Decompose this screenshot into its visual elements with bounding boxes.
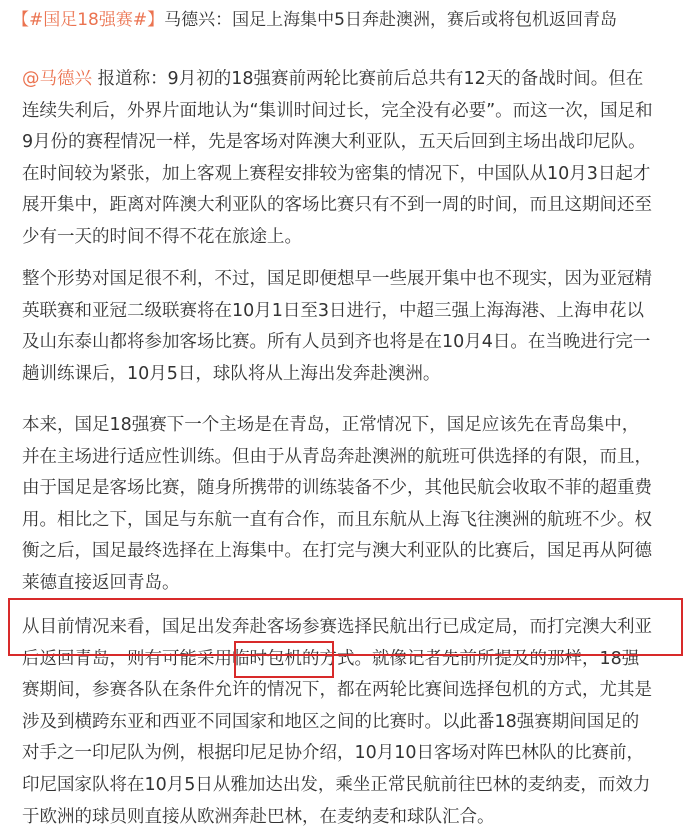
paragraph-line: 莱德直接返回青岛。 — [22, 572, 180, 593]
paragraph-line: 从目前情况来看，国足出发奔赴客场参赛选择民航出行已成定局，而打完澳大利亚 — [22, 617, 652, 637]
post-headline — [12, 8, 617, 32]
paragraph-line: 由于国足是客场比赛，随身所携带的训练装备不少，其他民航会收取不菲的超重费 — [22, 478, 652, 499]
post-title: 马德兴：国足上海集中5日奔赴澳洲，赛后或将包机返回青岛 — [164, 10, 617, 30]
paragraph-line — [22, 64, 682, 96]
paragraph-line: 衡之后，国足最终选择在上海集中。在打完与澳大利亚队的比赛后，国足再从阿德 — [22, 541, 652, 562]
paragraph-line: 在时间较为紧张，加上客观上赛程安排较为密集的情况下，中国队从10月3日起才 — [22, 163, 651, 184]
paragraph-line: 后返回青岛，则有可能采用临时包机的方式。就像记者先前所提及的那样，18强 — [22, 648, 640, 669]
paragraph-line: 整个形势对国足很不利，不过，国足即便想早一些展开集中也不现实，因为亚冠精 — [22, 269, 652, 289]
paragraph-line: 涉及到横跨东亚和西亚不同国家和地区之间的比赛时。以此番18强赛期间国足的 — [22, 711, 640, 732]
paragraph-line: 对手之一印尼队为例，根据印尼足协介绍，10月10日客场对阵巴林队的比赛前， — [22, 743, 645, 764]
paragraph-line: 印尼国家队将在10月5日从雅加达出发，乘坐正常民航前往巴林的麦纳麦，而效力 — [22, 774, 651, 795]
paragraph-line: 本来，国足18强赛下一个主场是在青岛，正常情况下，国足应该先在青岛集中， — [22, 415, 640, 435]
highlight-box-paragraph — [8, 598, 683, 656]
paragraph-line: 并在主场进行适应性训练。但由于从青岛奔赴澳洲的航班可供选择的有限，而且， — [22, 446, 652, 467]
hashtag-link[interactable]: 【#国足18强赛#】 — [12, 10, 165, 30]
paragraph-3 — [22, 410, 682, 600]
paragraph-line: 趟训练课后，10月5日，球队将从上海出发奔赴澳洲。 — [22, 363, 441, 384]
paragraph-line: 少有一天的时间不得不花在旅途上。 — [22, 226, 302, 247]
paragraph-line: 及山东泰山都将参加客场比赛。所有人员到齐也将是在10月4日。在当晚进行完一 — [22, 332, 651, 353]
paragraph-line: 于欧洲的球员则直接从欧洲奔赴巴林，在麦纳麦和球队汇合。 — [22, 806, 495, 827]
paragraph-line: 连续失利后，外界片面地认为“集训时间过长，完全没有必要”。而这一次，国足和 — [22, 100, 653, 121]
paragraph-1 — [22, 64, 682, 254]
paragraph-line: 英联赛和亚冠二级联赛将在10月1日至3日进行，中超三强上海海港、上海申花以 — [22, 300, 645, 321]
mention-link[interactable]: @马德兴 — [22, 69, 92, 89]
paragraph-line: 赛期间，参赛各队在条件允许的情况下，都在两轮比赛间选择包机的方式，尤其是 — [22, 680, 652, 701]
paragraph-line: 用。相比之下，国足与东航一直有合作，而且东航从上海飞往澳洲的航班不少。权 — [22, 509, 652, 530]
paragraph-line: 9月份的赛程情况一样，先是客场对阵澳大利亚队，五天后回到主场出战印尼队。 — [22, 132, 646, 153]
paragraph-text: 报道称：9月初的18强赛前两轮比赛前后总共有12天的备战时间。但在 — [92, 69, 644, 89]
highlight-box-phrase — [234, 641, 334, 678]
paragraph-line: 展开集中，距离对阵澳大利亚队的客场比赛只有不到一周的时间，而且这期间还至 — [22, 195, 652, 216]
paragraph-2 — [22, 264, 682, 390]
